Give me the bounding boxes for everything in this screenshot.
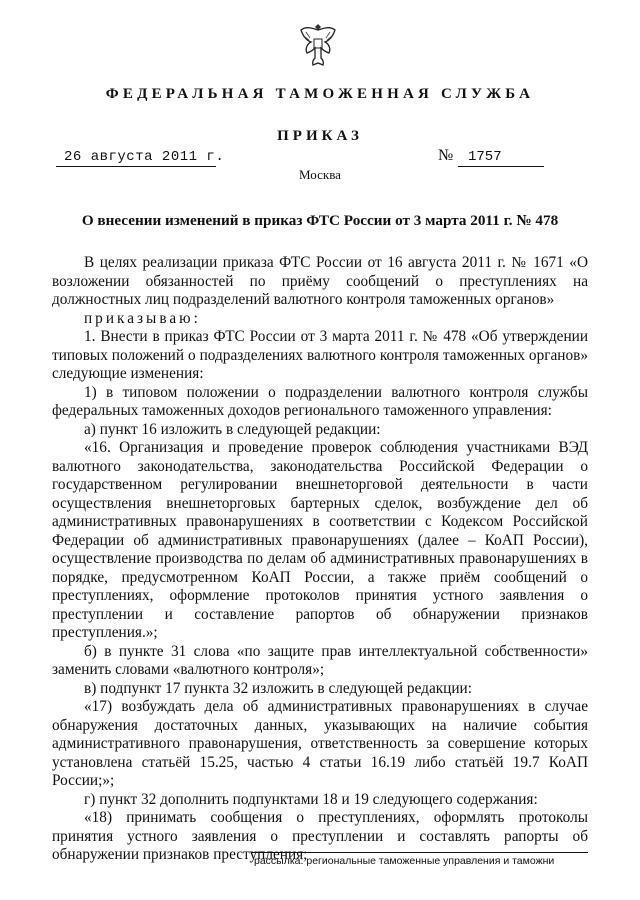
paragraph-preamble: В целях реализации приказа ФТС России от 16 августа 2011 г. № 1671 «О возложении обязанностей по приёму сообщений о преступлениях на должностных лиц подразделений валютного контроля таможенных органов» (52, 254, 588, 308)
coat-of-arms-icon (298, 22, 338, 68)
paragraph-b: б) в пункте 31 слова «по защите прав интеллектуальной собственности» заменить словами «валютного контроля»; (52, 642, 588, 678)
paragraph-a: а) пункт 16 изложить в следующей редакции: (84, 420, 381, 438)
date-underline (56, 166, 216, 167)
paragraph-item-1: 1. Внести в приказ ФТС России от 3 марта 2011 г. № 478 «Об утверждении типовых положений о подразделениях валютного контроля таможенных органов» следующие изменения: (52, 328, 588, 382)
order-date: 26 августа 2011 г. (64, 149, 225, 165)
number-underline (458, 166, 544, 167)
paragraph-d: г) пункт 32 дополнить подпунктами 18 и 19 следующего содержания: (84, 790, 538, 808)
city: Москва (299, 167, 341, 182)
order-number: 1757 (468, 149, 502, 165)
paragraph-16-text: «16. Организация и проведение проверок соблюдения участниками ВЭД валютного законодательства, законодательства Российской Федерации о государственном регулировании внешнеторговой деятельности в части осуществления внешнеторговых бартерных сделок, возбуждение дел об административных правонарушениях в соответствии с Кодексом Российской Федерации об административных правонарушениях (далее – КоАП России), осуществление производства по делам об административных правонарушениях в порядке, предусмотренном КоАП России, а также приём сообщений о преступлениях, оформление протоколов принятия устного заявления о преступлении и составление рапортов об обнаружении признаков преступления.»; (52, 439, 588, 641)
paragraph-subitem-1: 1) в типовом положении о подразделении валютного контроля службы федеральных таможенных доходов регионального таможенного управления: (52, 383, 588, 419)
distribution-note: рассылка: региональные таможенные управления и таможни (254, 855, 555, 867)
paragraph-17-text: «17) возбуждать дела об административных правонарушениях в случае обнаружения достаточных данных, указывающих на наличие события административного правонарушения, ответственность за совершение которых установлена статьёй 15.25, частью 4 статьи 16.19 либо статьёй 19.7 КоАП России;»; (52, 698, 588, 789)
agency-name: ФЕДЕРАЛЬНАЯ ТАМОЖЕННАЯ СЛУЖБА (105, 86, 535, 102)
document-title: О внесении изменений в приказ ФТС России от 3 марта 2011 г. № 478 (81, 212, 559, 229)
number-label: № (438, 147, 454, 164)
footer-divider (252, 852, 588, 853)
document-type: ПРИКАЗ (277, 128, 363, 144)
document-body (52, 254, 588, 865)
paragraph-c: в) подпункт 17 пункта 32 изложить в следующей редакции: (84, 679, 472, 697)
paragraph-18-text: «18) принимать сообщения о преступлениях, оформлять протоколы принятия устного заявления о преступлении и составлять рапорты об обнаружении признаков преступления; (52, 809, 588, 863)
order-word: приказываю: (84, 309, 201, 327)
